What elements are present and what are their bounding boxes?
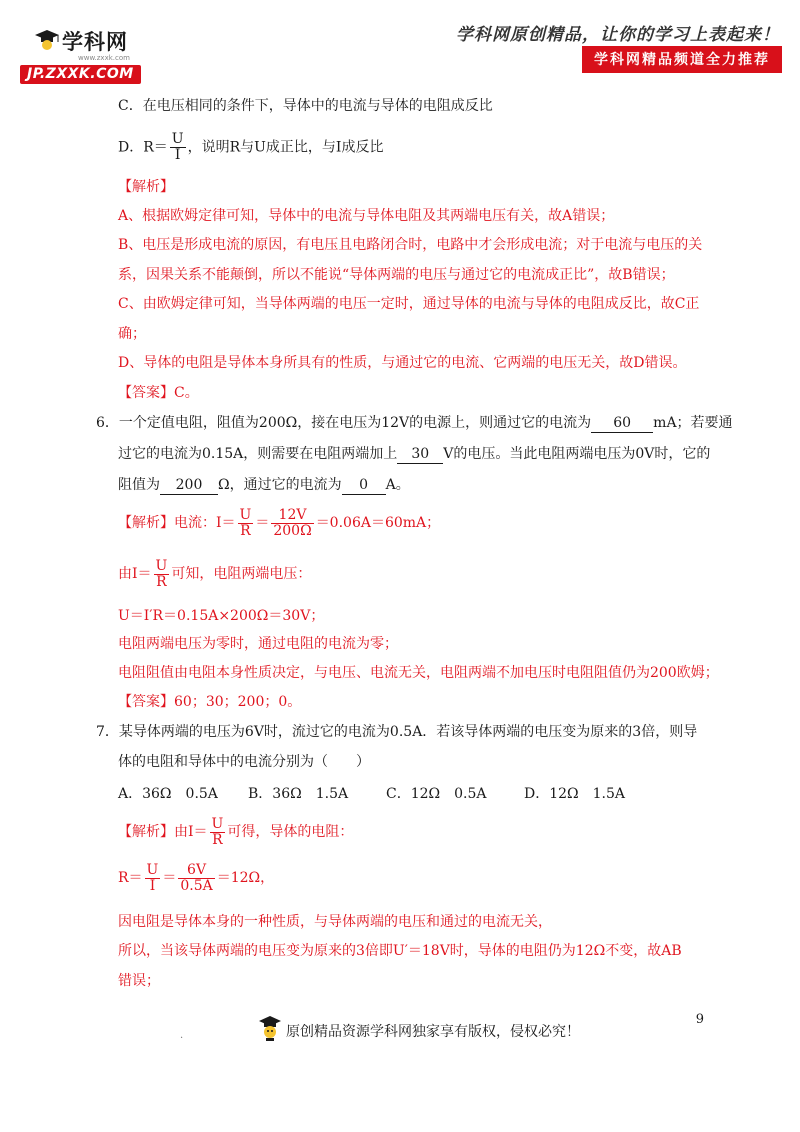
logo-subtext: www.zxxk.com: [78, 54, 130, 62]
fraction-denominator: I: [174, 147, 181, 163]
answer-blank: 0: [342, 477, 386, 495]
q6-line1-tail: mA；若要通: [653, 415, 733, 431]
q6-line1: [96, 413, 733, 433]
fraction: [145, 863, 161, 894]
q6-solution-result: ＝0.06A＝60mA；: [315, 515, 441, 531]
fraction: [271, 508, 313, 539]
q6-line2-tail: V的电压。当此电阻两端电压为0V时，它的: [443, 446, 711, 462]
equals-sign: ＝: [255, 515, 270, 531]
fraction-numerator: U: [171, 131, 184, 147]
fraction-numerator: U: [155, 557, 168, 574]
fraction-denominator: R: [212, 831, 223, 848]
q6-solution-line3: U＝I′R＝0.15A×200Ω＝30V；: [118, 608, 325, 624]
site-logo: [18, 14, 166, 82]
q7-line1: 7．某导体两端的电压为6V时，流过它的电流为0.5A．若该导体两端的电压变为原来的3倍，则导: [96, 724, 698, 740]
q5-analysis-d: D、导体的电阻是导体本身所具有的性质，与通过它的电流、它两端的电压无关，故D错误。: [118, 355, 687, 371]
equals-sign: ＝: [162, 870, 177, 886]
q6-solution-line2: [118, 558, 311, 590]
graduation-cap-icon: [258, 1014, 282, 1042]
q5-analysis-c-line1: C、由欧姆定律可知，当导体两端的电压一定时，通过导体的电流与导体的电阻成反比，故C正: [118, 296, 700, 312]
fraction-numerator: U: [211, 815, 224, 832]
footer-copyright: 原创精品资源学科网独家享有版权，侵权必究！: [286, 1024, 580, 1040]
fraction-numerator: 12V: [271, 508, 313, 524]
q7-solution-tail: 可得，导体的电阻：: [227, 824, 354, 840]
q5-analysis-label: 【解析】: [118, 179, 174, 195]
answer-blank: 60: [591, 415, 653, 433]
fraction: [178, 863, 214, 894]
fraction-numerator: 6V: [178, 863, 214, 879]
q7-option-b: B．36Ω 1.5A: [248, 786, 349, 802]
q5-answer: 【答案】C。: [118, 385, 199, 401]
q6-line3-mid: Ω，通过它的电流为: [218, 477, 342, 493]
q6-line2: [118, 444, 710, 464]
header-slogan: 学科网原创精品，让你的学习上表起来！: [456, 25, 780, 45]
q7-solution-result: ＝12Ω，: [216, 870, 275, 886]
header-banner: 学科网精品频道全力推荐: [582, 46, 782, 73]
fraction: [154, 559, 170, 590]
fraction-denominator: R: [156, 573, 167, 590]
fraction-denominator: I: [149, 877, 156, 894]
q5-analysis-a: A、根据欧姆定律可知，导体中的电流与导体电阻及其两端电压有关，故A错误；: [118, 208, 615, 224]
q5-analysis-b-line1: B、电压是形成电流的原因，有电压且电路闭合时，电路中才会形成电流；对于电流与电压的关: [118, 237, 703, 253]
answer-blank: 30: [397, 446, 443, 464]
q5-option-d-prefix: D．R＝: [118, 139, 168, 156]
q6-solution-line5: 电阻阻值由电阻本身性质决定，与电压、电流无关，电阻两端不加电压时电阻阻值仍为200欧姆；: [118, 665, 719, 681]
footer-dot: .: [180, 1030, 184, 1041]
fraction-denominator: 0.5A: [180, 877, 213, 894]
logo-url: JP.ZXXK.COM: [20, 65, 141, 84]
fraction: [238, 508, 254, 539]
q7-option-c: C．12Ω 0.5A: [386, 786, 487, 802]
q6-line3: [118, 475, 410, 495]
q6-solution-text: 由I＝: [118, 566, 152, 582]
q6-solution-line4: 电阻两端电压为零时，通过电阻的电流为零；: [118, 636, 398, 652]
q7-line2: 体的电阻和导体中的电流分别为（ ）: [118, 754, 370, 770]
q5-analysis-c-line2: 确；: [118, 326, 146, 342]
graduation-cap-icon: [34, 28, 60, 50]
q7-option-d: D．12Ω 1.5A: [524, 786, 626, 802]
q5-analysis-b-line2: 系，因果关系不能颠倒，所以不能说“导体两端的电压与通过它的电流成正比”，故B错误；: [118, 267, 675, 283]
q7-solution-line5: 错误；: [118, 973, 160, 989]
fraction-denominator: 200Ω: [273, 522, 312, 539]
q7-solution-text: R＝: [118, 870, 143, 886]
fraction-numerator: U: [146, 861, 159, 878]
answer-blank: 200: [160, 477, 218, 495]
q7-option-a: A．36Ω 0.5A: [118, 786, 218, 802]
q6-line3-tail: A。: [385, 477, 410, 493]
logo-text: 学科网: [62, 30, 128, 54]
fraction: [170, 132, 186, 163]
fraction-numerator: U: [239, 506, 252, 523]
q7-solution-line1: [118, 816, 353, 848]
q6-line3-text: 阻值为: [118, 477, 160, 493]
q6-solution-line1: [118, 507, 440, 539]
q7-analysis-label: 【解析】: [118, 824, 174, 840]
q6-solution-text: 电流：I＝: [174, 515, 236, 531]
fraction-denominator: R: [240, 522, 251, 539]
q6-line2-text: 过它的电流为0.15A，则需要在电阻两端加上: [118, 446, 398, 462]
q6-solution-tail: 可知，电阻两端电压：: [171, 566, 312, 582]
q6-answer: 【答案】60；30；200；0。: [118, 694, 302, 710]
fraction: [210, 817, 226, 848]
q7-solution-line3: 因电阻是导体本身的一种性质，与导体两端的电压和通过的电流无关，: [118, 914, 552, 930]
page-number: 9: [695, 1012, 704, 1027]
q7-solution-text: 由I＝: [174, 824, 208, 840]
q5-option-c: C．在电压相同的条件下，导体中的电流与导体的电阻成反比: [118, 98, 493, 114]
q6-line1-text: 6．一个定值电阻，阻值为200Ω，接在电压为12V的电源上，则通过它的电流为: [96, 415, 592, 431]
q5-option-d: [118, 132, 383, 163]
q7-solution-line2: [118, 862, 274, 894]
q6-analysis-label: 【解析】: [118, 515, 174, 531]
q7-solution-line4: 所以，当该导体两端的电压变为原来的3倍即U′＝18V时，导体的电阻仍为12Ω不变，故AB: [118, 943, 682, 959]
q5-option-d-suffix: ，说明R与U成正比，与I成反比: [187, 139, 384, 156]
